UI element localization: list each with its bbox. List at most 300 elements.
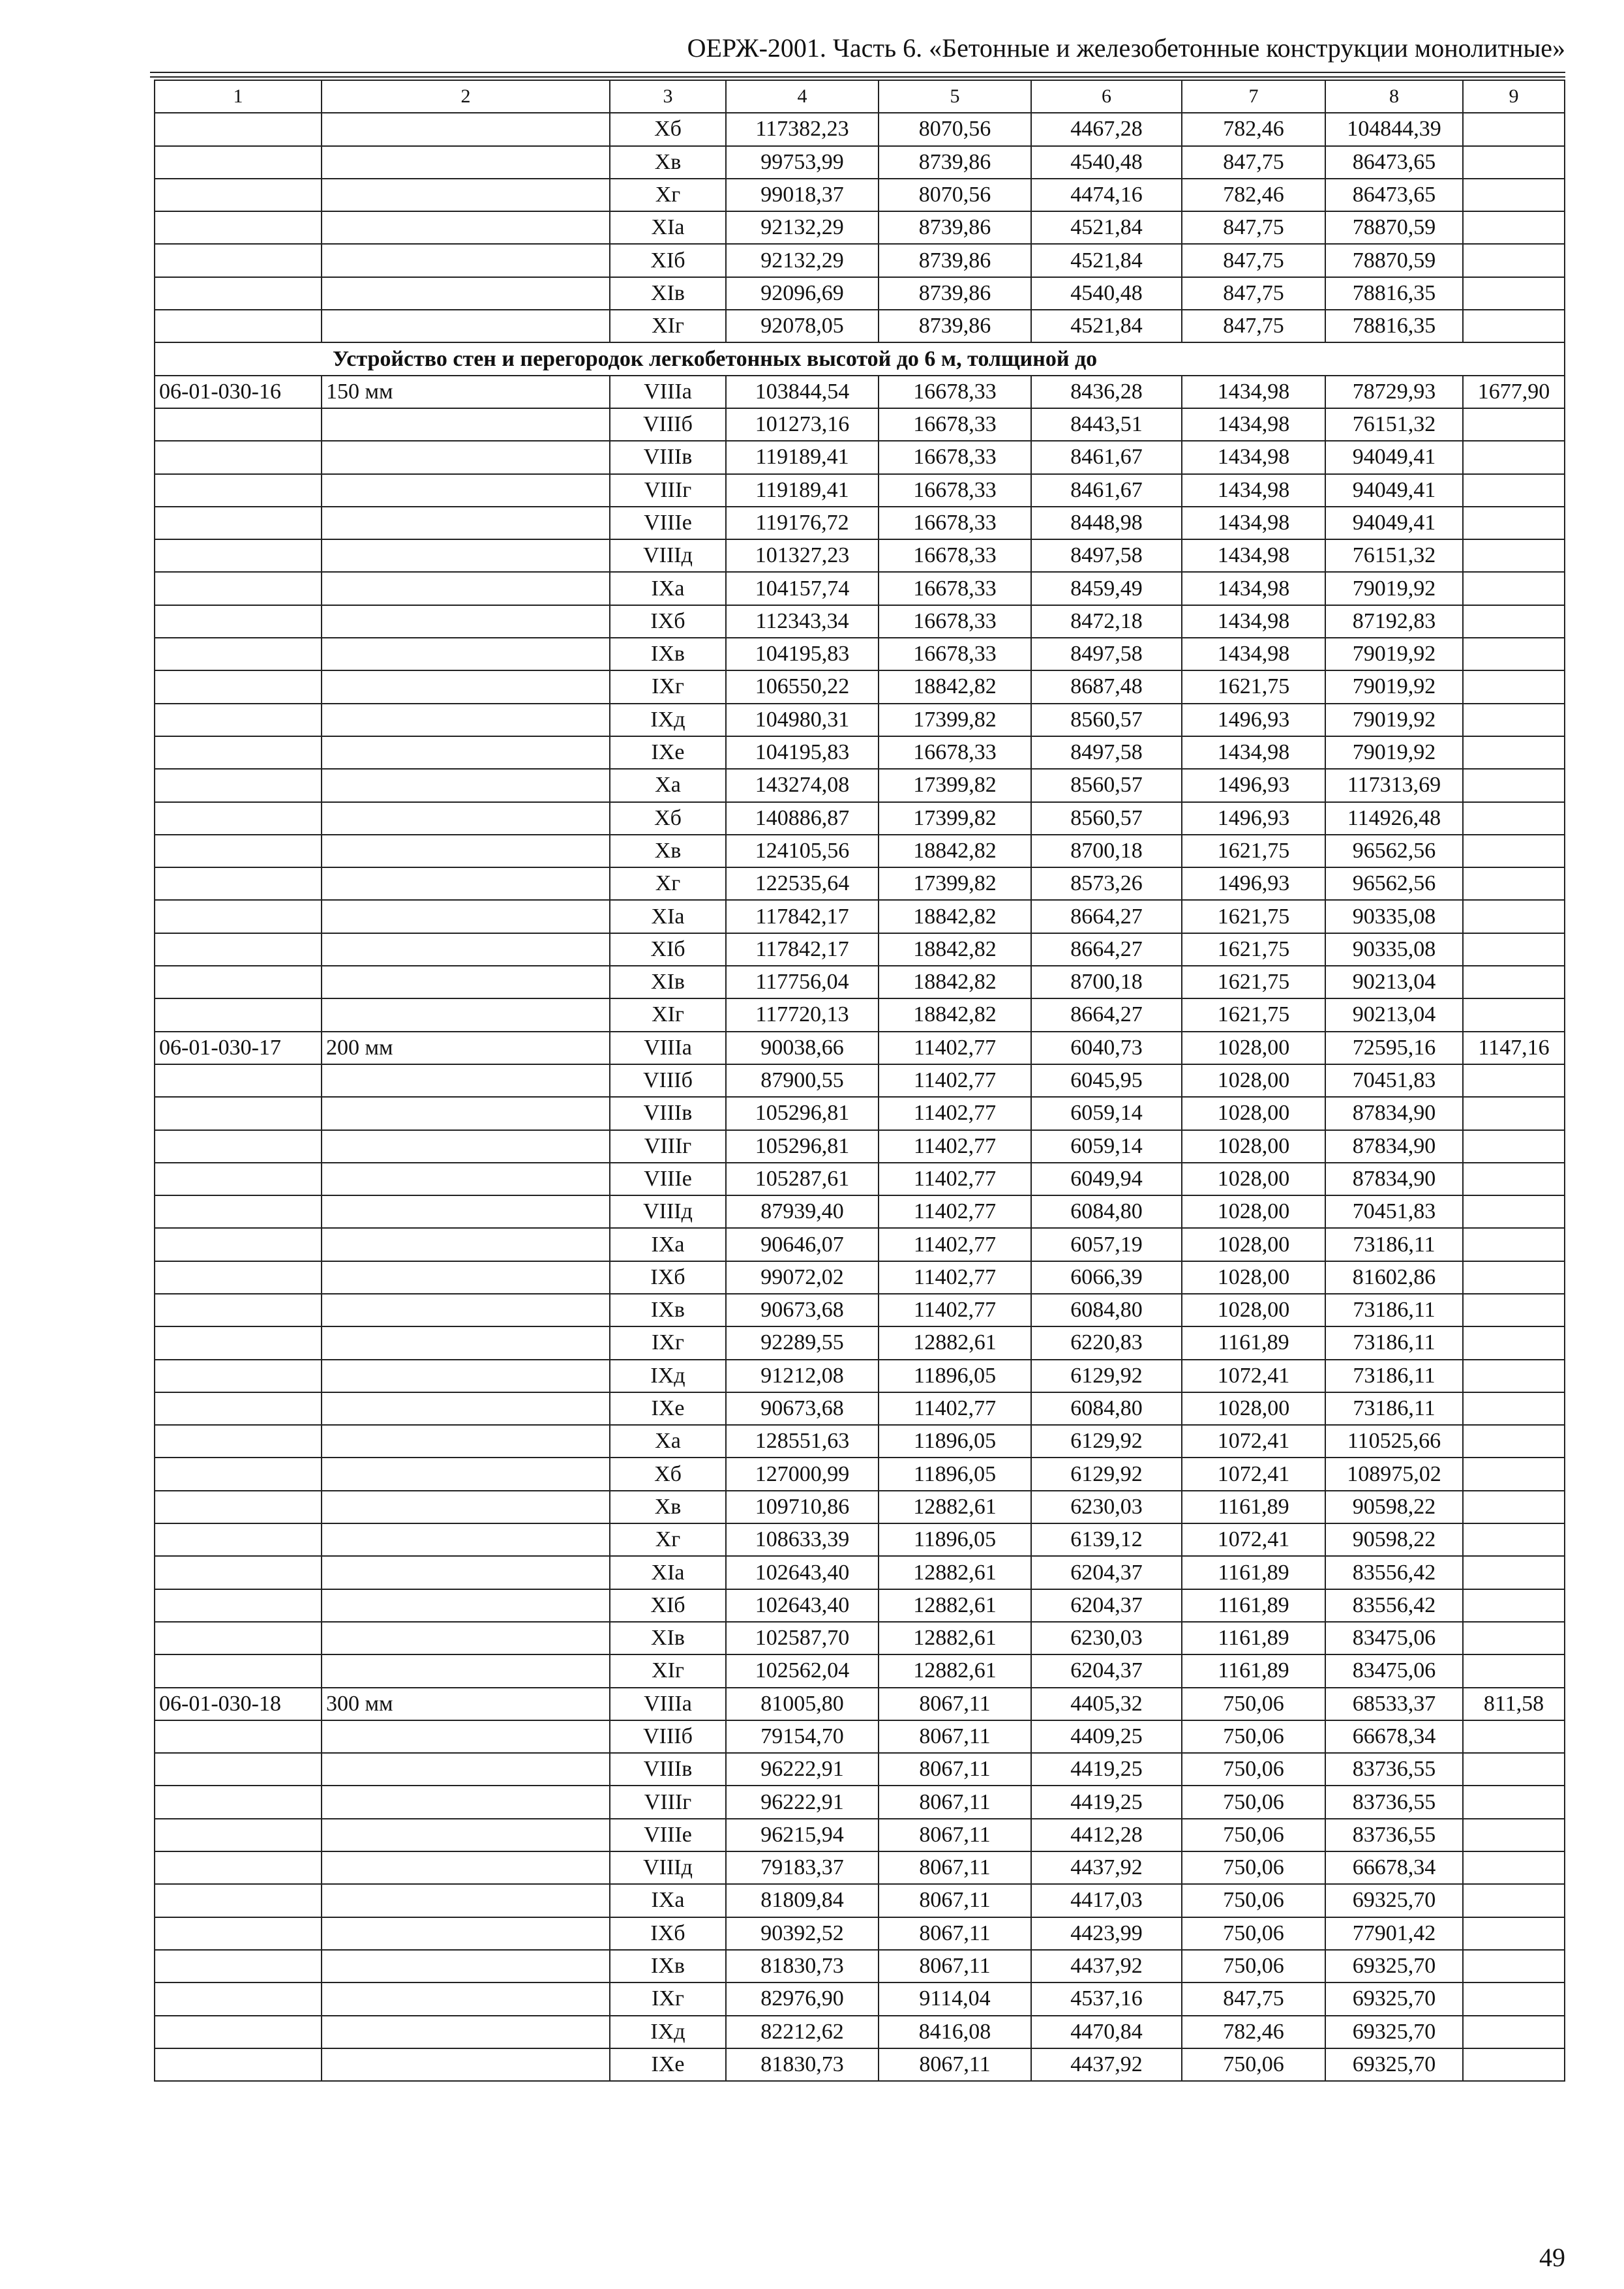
zone-cell: XIг <box>610 1654 726 1687</box>
rate-code <box>155 736 322 769</box>
labor-cost-cell <box>1463 1195 1565 1228</box>
machines-cell: 4537,16 <box>1031 1982 1182 2015</box>
materials-cell: 83475,06 <box>1325 1654 1463 1687</box>
rate-code <box>155 1491 322 1523</box>
wall-thickness <box>322 1950 610 1982</box>
total-cost-cell: 119189,41 <box>726 474 879 507</box>
table-row <box>155 1326 1565 1359</box>
table-row <box>155 1261 1565 1294</box>
wall-thickness <box>322 1261 610 1294</box>
total-cost-cell: 127000,99 <box>726 1458 879 1490</box>
zone-cell: IXг <box>610 1326 726 1359</box>
materials-cell: 83556,42 <box>1325 1556 1463 1589</box>
total-cost-cell: 117720,13 <box>726 998 879 1031</box>
labor-cost-cell <box>1463 1392 1565 1425</box>
wages-cell: 8067,11 <box>879 1786 1031 1818</box>
machines-cell: 6230,03 <box>1031 1622 1182 1654</box>
total-cost-cell: 91212,08 <box>726 1360 879 1392</box>
wall-thickness <box>322 572 610 605</box>
table-row <box>155 1654 1565 1687</box>
labor-cost-cell: 811,58 <box>1463 1688 1565 1720</box>
labor-cost-cell <box>1463 638 1565 670</box>
machinist-wages-cell: 847,75 <box>1182 244 1325 277</box>
rate-code <box>155 146 322 179</box>
wall-thickness <box>322 1622 610 1654</box>
rate-code <box>155 1753 322 1786</box>
machinist-wages-cell: 750,06 <box>1182 1753 1325 1786</box>
machines-cell: 4405,32 <box>1031 1688 1182 1720</box>
machines-cell: 8664,27 <box>1031 933 1182 966</box>
machinist-wages-cell: 1621,75 <box>1182 998 1325 1031</box>
labor-cost-cell <box>1463 408 1565 441</box>
rate-code <box>155 572 322 605</box>
labor-cost-cell <box>1463 179 1565 211</box>
wages-cell: 16678,33 <box>879 474 1031 507</box>
column-number: 1 <box>155 80 322 113</box>
column-number: 2 <box>322 80 610 113</box>
total-cost-cell: 117842,17 <box>726 900 879 933</box>
total-cost-cell: 90673,68 <box>726 1294 879 1326</box>
labor-cost-cell <box>1463 867 1565 900</box>
table-row <box>155 835 1565 867</box>
wall-thickness <box>322 441 610 473</box>
wall-thickness <box>322 2048 610 2081</box>
labor-cost-cell <box>1463 146 1565 179</box>
machines-cell: 4437,92 <box>1031 1851 1182 1884</box>
labor-cost-cell <box>1463 211 1565 244</box>
wages-cell: 11402,77 <box>879 1032 1031 1064</box>
rate-code <box>155 1228 322 1261</box>
labor-cost-cell <box>1463 1360 1565 1392</box>
machinist-wages-cell: 847,75 <box>1182 211 1325 244</box>
total-cost-cell: 119189,41 <box>726 441 879 473</box>
rate-code <box>155 1458 322 1490</box>
table-row <box>155 638 1565 670</box>
wages-cell: 8067,11 <box>879 1720 1031 1753</box>
zone-cell: IXд <box>610 1360 726 1392</box>
total-cost-cell: 101273,16 <box>726 408 879 441</box>
rate-code: 06-01-030-17 <box>155 1032 322 1064</box>
machines-cell: 4417,03 <box>1031 1884 1182 1917</box>
zone-cell: Xб <box>610 802 726 835</box>
wall-thickness <box>322 1556 610 1589</box>
materials-cell: 94049,41 <box>1325 474 1463 507</box>
total-cost-cell: 96222,91 <box>726 1786 879 1818</box>
machines-cell: 6204,37 <box>1031 1589 1182 1622</box>
machines-cell: 4437,92 <box>1031 2048 1182 2081</box>
wall-thickness <box>322 408 610 441</box>
total-cost-cell: 92096,69 <box>726 277 879 310</box>
rate-code <box>155 474 322 507</box>
materials-cell: 86473,65 <box>1325 146 1463 179</box>
labor-cost-cell <box>1463 572 1565 605</box>
wages-cell: 8067,11 <box>879 1917 1031 1950</box>
zone-cell: IXд <box>610 2016 726 2048</box>
materials-cell: 73186,11 <box>1325 1360 1463 1392</box>
materials-cell: 70451,83 <box>1325 1195 1463 1228</box>
wages-cell: 11402,77 <box>879 1261 1031 1294</box>
wages-cell: 8067,11 <box>879 1688 1031 1720</box>
labor-cost-cell <box>1463 1326 1565 1359</box>
wages-cell: 8067,11 <box>879 1950 1031 1982</box>
total-cost-cell: 143274,08 <box>726 769 879 801</box>
rate-code <box>155 539 322 572</box>
table-row <box>155 2016 1565 2048</box>
machinist-wages-cell: 1496,93 <box>1182 769 1325 801</box>
machines-cell: 6059,14 <box>1031 1130 1182 1163</box>
materials-cell: 79019,92 <box>1325 638 1463 670</box>
total-cost-cell: 99072,02 <box>726 1261 879 1294</box>
materials-cell: 83736,55 <box>1325 1786 1463 1818</box>
rate-code <box>155 1097 322 1130</box>
machines-cell: 4409,25 <box>1031 1720 1182 1753</box>
machinist-wages-cell: 1496,93 <box>1182 802 1325 835</box>
table-row <box>155 736 1565 769</box>
labor-cost-cell <box>1463 1097 1565 1130</box>
labor-cost-cell <box>1463 998 1565 1031</box>
machines-cell: 4419,25 <box>1031 1753 1182 1786</box>
machinist-wages-cell: 1621,75 <box>1182 835 1325 867</box>
machinist-wages-cell: 1161,89 <box>1182 1326 1325 1359</box>
machinist-wages-cell: 1161,89 <box>1182 1654 1325 1687</box>
wall-thickness <box>322 1786 610 1818</box>
total-cost-cell: 119176,72 <box>726 507 879 539</box>
machinist-wages-cell: 1072,41 <box>1182 1360 1325 1392</box>
wages-cell: 8070,56 <box>879 113 1031 145</box>
machines-cell: 6220,83 <box>1031 1326 1182 1359</box>
rate-code <box>155 1786 322 1818</box>
total-cost-cell: 79183,37 <box>726 1851 879 1884</box>
wages-cell: 17399,82 <box>879 867 1031 900</box>
rate-code <box>155 802 322 835</box>
wages-cell: 8739,86 <box>879 146 1031 179</box>
rate-code <box>155 1130 322 1163</box>
wall-thickness <box>322 1163 610 1195</box>
wages-cell: 16678,33 <box>879 638 1031 670</box>
zone-cell: VIIIа <box>610 376 726 408</box>
machines-cell: 8700,18 <box>1031 835 1182 867</box>
wages-cell: 12882,61 <box>879 1556 1031 1589</box>
machines-cell: 8700,18 <box>1031 966 1182 998</box>
total-cost-cell: 90038,66 <box>726 1032 879 1064</box>
table-row <box>155 1425 1565 1458</box>
wages-cell: 12882,61 <box>879 1589 1031 1622</box>
rate-code <box>155 867 322 900</box>
total-cost-cell: 105296,81 <box>726 1097 879 1130</box>
table-row <box>155 1360 1565 1392</box>
zone-cell: Xа <box>610 769 726 801</box>
machines-cell: 4437,92 <box>1031 1950 1182 1982</box>
machinist-wages-cell: 1072,41 <box>1182 1458 1325 1490</box>
wages-cell: 11402,77 <box>879 1294 1031 1326</box>
machines-cell: 4467,28 <box>1031 113 1182 145</box>
wall-thickness <box>322 1360 610 1392</box>
materials-cell: 83556,42 <box>1325 1589 1463 1622</box>
rate-code <box>155 441 322 473</box>
wages-cell: 16678,33 <box>879 507 1031 539</box>
materials-cell: 90598,22 <box>1325 1491 1463 1523</box>
machinist-wages-cell: 1028,00 <box>1182 1032 1325 1064</box>
zone-cell: IXб <box>610 605 726 638</box>
materials-cell: 114926,48 <box>1325 802 1463 835</box>
table-row <box>155 310 1565 342</box>
labor-cost-cell <box>1463 2016 1565 2048</box>
wall-thickness <box>322 605 610 638</box>
rate-code <box>155 310 322 342</box>
section-title: Устройство стен и перегородок легкобетонных высотой до 6 м, толщиной до <box>155 342 1565 375</box>
machines-cell: 6129,92 <box>1031 1458 1182 1490</box>
machines-cell: 6084,80 <box>1031 1294 1182 1326</box>
table-row <box>155 1195 1565 1228</box>
total-cost-cell: 122535,64 <box>726 867 879 900</box>
zone-cell: XIв <box>610 277 726 310</box>
materials-cell: 108975,02 <box>1325 1458 1463 1490</box>
wall-thickness <box>322 244 610 277</box>
zone-cell: IXе <box>610 2048 726 2081</box>
machines-cell: 8497,58 <box>1031 638 1182 670</box>
machines-cell: 6230,03 <box>1031 1491 1182 1523</box>
materials-cell: 83475,06 <box>1325 1622 1463 1654</box>
wages-cell: 8739,86 <box>879 310 1031 342</box>
wall-thickness <box>322 769 610 801</box>
wall-thickness <box>322 310 610 342</box>
labor-cost-cell: 1677,90 <box>1463 376 1565 408</box>
labor-cost-cell <box>1463 1589 1565 1622</box>
rate-code <box>155 638 322 670</box>
table-row <box>155 1720 1565 1753</box>
rate-code <box>155 1819 322 1851</box>
machines-cell: 8461,67 <box>1031 474 1182 507</box>
machines-cell: 4521,84 <box>1031 310 1182 342</box>
wall-thickness <box>322 1326 610 1359</box>
materials-cell: 94049,41 <box>1325 507 1463 539</box>
labor-cost-cell <box>1463 1654 1565 1687</box>
rate-code <box>155 1294 322 1326</box>
labor-cost-cell <box>1463 277 1565 310</box>
total-cost-cell: 128551,63 <box>726 1425 879 1458</box>
labor-cost-cell <box>1463 1491 1565 1523</box>
machines-cell: 4540,48 <box>1031 146 1182 179</box>
wages-cell: 8067,11 <box>879 1753 1031 1786</box>
wages-cell: 8739,86 <box>879 244 1031 277</box>
wages-cell: 11402,77 <box>879 1228 1031 1261</box>
machinist-wages-cell: 782,46 <box>1182 179 1325 211</box>
table-row <box>155 966 1565 998</box>
rate-code <box>155 277 322 310</box>
total-cost-cell: 99018,37 <box>726 179 879 211</box>
total-cost-cell: 92078,05 <box>726 310 879 342</box>
wall-thickness <box>322 474 610 507</box>
wages-cell: 18842,82 <box>879 835 1031 867</box>
table-row <box>155 474 1565 507</box>
wall-thickness <box>322 1982 610 2015</box>
table-row <box>155 1064 1565 1097</box>
zone-cell: VIIIг <box>610 1786 726 1818</box>
zone-cell: VIIIв <box>610 1753 726 1786</box>
wages-cell: 16678,33 <box>879 376 1031 408</box>
materials-cell: 70451,83 <box>1325 1064 1463 1097</box>
zone-cell: IXе <box>610 736 726 769</box>
table-row <box>155 933 1565 966</box>
machinist-wages-cell: 750,06 <box>1182 1819 1325 1851</box>
machinist-wages-cell: 1161,89 <box>1182 1589 1325 1622</box>
total-cost-cell: 104157,74 <box>726 572 879 605</box>
labor-cost-cell <box>1463 244 1565 277</box>
table-row <box>155 1097 1565 1130</box>
materials-cell: 78870,59 <box>1325 211 1463 244</box>
machines-cell: 4474,16 <box>1031 179 1182 211</box>
table-row <box>155 1163 1565 1195</box>
machines-cell: 4470,84 <box>1031 2016 1182 2048</box>
rate-code <box>155 2048 322 2081</box>
wall-thickness: 300 мм <box>322 1688 610 1720</box>
wall-thickness <box>322 507 610 539</box>
zone-cell: IXв <box>610 638 726 670</box>
zone-cell: VIIIе <box>610 507 726 539</box>
machines-cell: 6139,12 <box>1031 1523 1182 1556</box>
machines-cell: 6045,95 <box>1031 1064 1182 1097</box>
wall-thickness <box>322 736 610 769</box>
wages-cell: 17399,82 <box>879 704 1031 736</box>
wall-thickness <box>322 179 610 211</box>
table-row <box>155 146 1565 179</box>
machinist-wages-cell: 1434,98 <box>1182 474 1325 507</box>
wages-cell: 16678,33 <box>879 539 1031 572</box>
zone-cell: VIIIв <box>610 441 726 473</box>
zone-cell: VIIIг <box>610 1130 726 1163</box>
total-cost-cell: 99753,99 <box>726 146 879 179</box>
machinist-wages-cell: 1434,98 <box>1182 376 1325 408</box>
table-row <box>155 507 1565 539</box>
labor-cost-cell <box>1463 966 1565 998</box>
total-cost-cell: 81809,84 <box>726 1884 879 1917</box>
table-row <box>155 1294 1565 1326</box>
zone-cell: VIIIе <box>610 1163 726 1195</box>
table-row <box>155 1130 1565 1163</box>
materials-cell: 77901,42 <box>1325 1917 1463 1950</box>
wall-thickness <box>322 1425 610 1458</box>
table-body <box>155 80 1565 2081</box>
page-header: ОЕРЖ-2001. Часть 6. «Бетонные и железобетонные конструкции монолитные» <box>687 33 1565 63</box>
machinist-wages-cell: 1028,00 <box>1182 1195 1325 1228</box>
table-row <box>155 1786 1565 1818</box>
wages-cell: 8067,11 <box>879 1884 1031 1917</box>
rate-code <box>155 1589 322 1622</box>
materials-cell: 79019,92 <box>1325 704 1463 736</box>
table-row <box>155 539 1565 572</box>
labor-cost-cell <box>1463 670 1565 703</box>
wall-thickness <box>322 1851 610 1884</box>
wall-thickness <box>322 1654 610 1687</box>
rate-code <box>155 507 322 539</box>
rate-code <box>155 2016 322 2048</box>
total-cost-cell: 79154,70 <box>726 1720 879 1753</box>
wall-thickness <box>322 211 610 244</box>
machinist-wages-cell: 1161,89 <box>1182 1491 1325 1523</box>
materials-cell: 66678,34 <box>1325 1851 1463 1884</box>
materials-cell: 78729,93 <box>1325 376 1463 408</box>
zone-cell: IXг <box>610 670 726 703</box>
wages-cell: 17399,82 <box>879 802 1031 835</box>
table-row <box>155 998 1565 1031</box>
wall-thickness <box>322 1753 610 1786</box>
total-cost-cell: 104195,83 <box>726 638 879 670</box>
zone-cell: IXа <box>610 1228 726 1261</box>
labor-cost-cell <box>1463 1523 1565 1556</box>
wall-thickness <box>322 1064 610 1097</box>
wages-cell: 11402,77 <box>879 1064 1031 1097</box>
rate-code <box>155 1622 322 1654</box>
machinist-wages-cell: 750,06 <box>1182 1950 1325 1982</box>
rate-code: 06-01-030-18 <box>155 1688 322 1720</box>
rate-code <box>155 1720 322 1753</box>
materials-cell: 79019,92 <box>1325 572 1463 605</box>
materials-cell: 90213,04 <box>1325 998 1463 1031</box>
zone-cell: VIIIв <box>610 1097 726 1130</box>
rate-code <box>155 933 322 966</box>
materials-cell: 87834,90 <box>1325 1163 1463 1195</box>
machinist-wages-cell: 1496,93 <box>1182 867 1325 900</box>
wages-cell: 18842,82 <box>879 998 1031 1031</box>
table-row <box>155 179 1565 211</box>
wages-cell: 11896,05 <box>879 1458 1031 1490</box>
machinist-wages-cell: 1434,98 <box>1182 638 1325 670</box>
zone-cell: VIIIд <box>610 539 726 572</box>
header-rule <box>150 72 1565 78</box>
zone-cell: IXд <box>610 704 726 736</box>
zone-cell: Xг <box>610 179 726 211</box>
machines-cell: 8664,27 <box>1031 998 1182 1031</box>
machinist-wages-cell: 1161,89 <box>1182 1556 1325 1589</box>
machines-cell: 6059,14 <box>1031 1097 1182 1130</box>
machines-cell: 8497,58 <box>1031 539 1182 572</box>
total-cost-cell: 112343,34 <box>726 605 879 638</box>
materials-cell: 87192,83 <box>1325 605 1463 638</box>
rate-code <box>155 1982 322 2015</box>
machinist-wages-cell: 847,75 <box>1182 277 1325 310</box>
total-cost-cell: 90673,68 <box>726 1392 879 1425</box>
total-cost-cell: 108633,39 <box>726 1523 879 1556</box>
machinist-wages-cell: 1621,75 <box>1182 933 1325 966</box>
table-row <box>155 605 1565 638</box>
table-row <box>155 670 1565 703</box>
labor-cost-cell <box>1463 933 1565 966</box>
table-row <box>155 1851 1565 1884</box>
machines-cell: 6129,92 <box>1031 1425 1182 1458</box>
materials-cell: 76151,32 <box>1325 539 1463 572</box>
wall-thickness <box>322 1392 610 1425</box>
zone-cell: XIв <box>610 966 726 998</box>
zone-cell: XIб <box>610 244 726 277</box>
table-row <box>155 1819 1565 1851</box>
machinist-wages-cell: 1496,93 <box>1182 704 1325 736</box>
labor-cost-cell <box>1463 1294 1565 1326</box>
total-cost-cell: 87939,40 <box>726 1195 879 1228</box>
materials-cell: 69325,70 <box>1325 1982 1463 2015</box>
wages-cell: 16678,33 <box>879 605 1031 638</box>
rate-code: 06-01-030-16 <box>155 376 322 408</box>
zone-cell: IXб <box>610 1261 726 1294</box>
table-row <box>155 1753 1565 1786</box>
machines-cell: 6129,92 <box>1031 1360 1182 1392</box>
materials-cell: 90335,08 <box>1325 933 1463 966</box>
wages-cell: 18842,82 <box>879 670 1031 703</box>
column-number: 5 <box>879 80 1031 113</box>
materials-cell: 86473,65 <box>1325 179 1463 211</box>
wall-thickness <box>322 1720 610 1753</box>
materials-cell: 73186,11 <box>1325 1326 1463 1359</box>
wall-thickness <box>322 670 610 703</box>
